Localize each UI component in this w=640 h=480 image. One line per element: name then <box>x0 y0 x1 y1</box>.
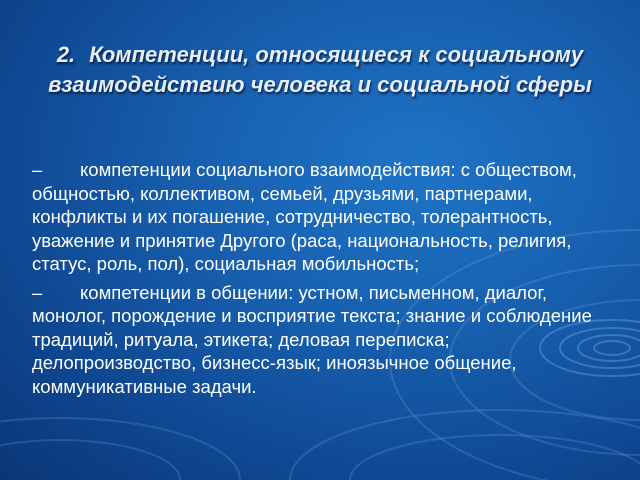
slide-title <box>40 40 600 100</box>
bullet-dash: – <box>32 281 43 303</box>
bullet-text: компетенции в общении: устном, письменном, диалог, монолог, порождение и восприятие текста; знание и соблюдение традиций, ритуала, этикета; деловая переписка; делопроизводство, бизнесс-язык; иноязычное общение, коммуникативные задачи. <box>32 281 592 397</box>
title-text: Компетенции, относящиеся к социальному взаимодействию человека и социальной сферы <box>48 42 592 97</box>
bullet-dash: – <box>32 159 43 180</box>
bullet-item-communication <box>32 281 612 399</box>
bullet-item-social-interaction <box>32 158 612 276</box>
title-number: 2. <box>56 42 76 67</box>
slide-body <box>32 158 612 403</box>
bullet-text: компетенции социального взаимодействия: с обществом, общностью, коллективом, семьей, друзьями, партнерами, конфликты и их погашение, сотрудничество, толерантность, уважение и принятие Другого (раса, национальность, религия, статус, роль, пол), социальная мобильность; <box>32 159 577 274</box>
